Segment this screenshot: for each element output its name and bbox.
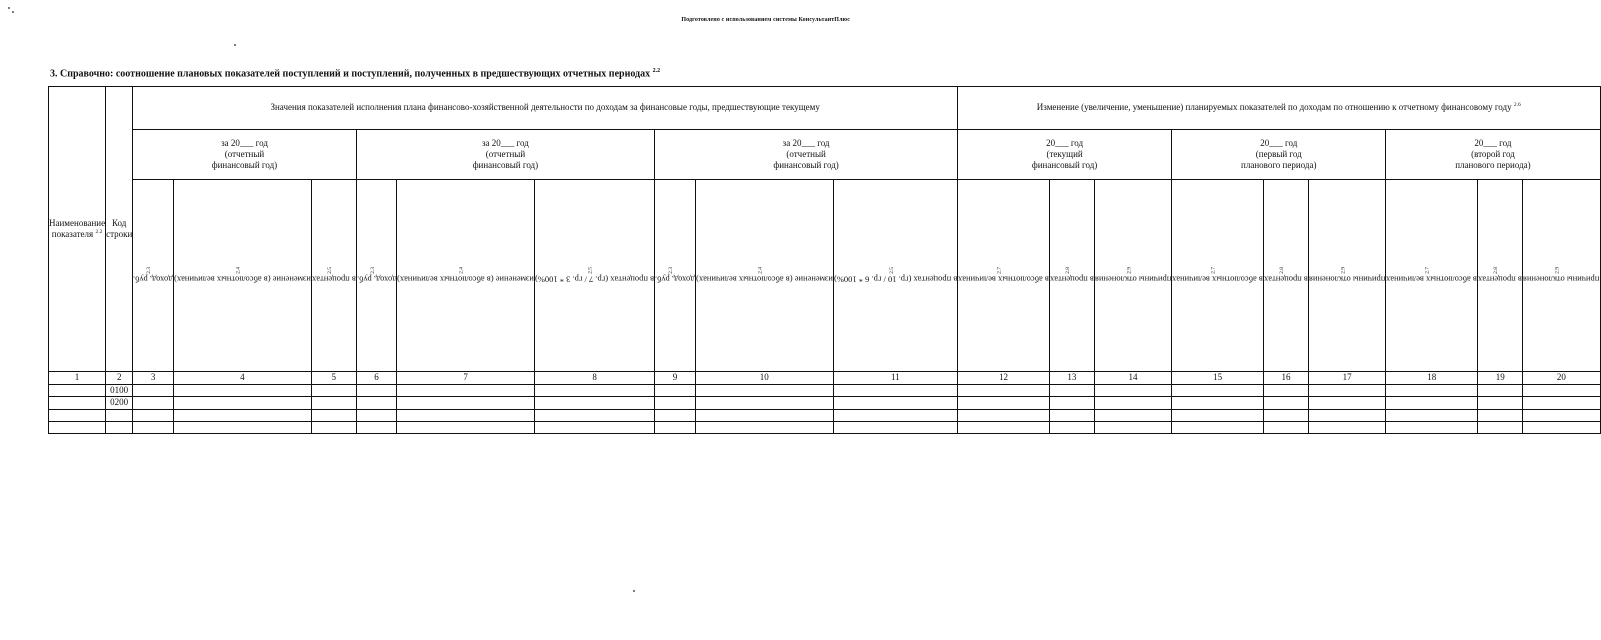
value-cell[interactable] — [1264, 421, 1309, 433]
value-cell[interactable] — [356, 409, 397, 421]
vertical-label — [834, 267, 957, 285]
sub-column-footnote: 2.8 — [1065, 266, 1072, 274]
column-number: 2 — [106, 372, 133, 385]
sub-column-footnote: 2.3 — [146, 266, 153, 274]
sub-column-footnote: 2.9 — [1340, 266, 1347, 274]
value-cell[interactable] — [397, 397, 535, 409]
value-cell[interactable] — [958, 409, 1050, 421]
value-cell[interactable] — [1386, 409, 1478, 421]
scan-speck — [633, 590, 635, 592]
sub-column-title: в процентах (гр. 10 / гр. 6 * 100%) — [833, 274, 957, 285]
value-cell[interactable] — [1049, 409, 1094, 421]
sub-column-header — [695, 180, 833, 372]
scan-speck — [8, 7, 10, 9]
value-cell[interactable] — [1478, 421, 1523, 433]
sub-column-title: доход, руб. — [655, 274, 695, 285]
period-header — [1386, 130, 1600, 180]
value-cell[interactable] — [535, 409, 655, 421]
value-cell[interactable] — [311, 397, 356, 409]
vertical-label-text — [133, 267, 173, 285]
value-cell[interactable] — [958, 421, 1050, 433]
line-code-cell[interactable]: 0200 — [106, 397, 133, 409]
value-cell[interactable] — [133, 409, 174, 421]
period-header — [356, 130, 655, 180]
value-cell[interactable] — [173, 397, 311, 409]
sub-column-title: изменение (в абсолютных величинах) — [397, 274, 535, 285]
sub-column-title: причины отклонения — [1308, 274, 1386, 285]
vertical-label — [1172, 267, 1263, 285]
column-number: 15 — [1172, 372, 1264, 385]
vertical-label — [1309, 267, 1385, 285]
vertical-label — [1478, 267, 1522, 285]
column-number: 11 — [833, 372, 957, 385]
prior-years-group-label: Значения показателей исполнения плана финансово-хозяйственной деятельности по доходам за финансовые годы, предшествующие текущему — [270, 102, 820, 113]
vertical-label — [1095, 267, 1171, 285]
sub-column-header — [133, 180, 174, 372]
column-number: 17 — [1308, 372, 1385, 385]
period-header-line: 20___ год — [1474, 137, 1512, 148]
period-header-line: финансовый год) — [211, 160, 278, 171]
period-header-line: за 20___ год — [221, 137, 268, 148]
period-header-line: за 20___ год — [782, 137, 830, 148]
value-cell[interactable] — [133, 397, 174, 409]
vertical-label — [696, 267, 833, 285]
sub-column-footnote: 2.8 — [1493, 266, 1500, 274]
sub-column-title: в абсолютных величинах — [1386, 274, 1478, 285]
value-cell[interactable] — [1172, 385, 1264, 397]
vertical-label — [312, 267, 356, 285]
sub-column-header — [397, 180, 535, 372]
sub-column-title: причины отклонения — [1523, 274, 1600, 285]
value-cell[interactable] — [1264, 409, 1309, 421]
column-number: 19 — [1478, 372, 1523, 385]
period-header — [655, 130, 958, 180]
value-cell[interactable] — [1523, 397, 1600, 409]
column-number: 6 — [356, 372, 397, 385]
period-header-line: (отчетный — [786, 148, 826, 159]
value-cell[interactable] — [1386, 385, 1478, 397]
vertical-label-text — [696, 267, 833, 285]
value-cell[interactable] — [1094, 409, 1171, 421]
column-number: 12 — [958, 372, 1050, 385]
vertical-label-text — [1264, 267, 1308, 285]
section-heading-footnote: 2.2 — [652, 68, 661, 74]
column-number: 14 — [1094, 372, 1171, 385]
line-code-header — [106, 87, 133, 372]
value-cell[interactable] — [833, 397, 957, 409]
sub-column-footnote: 2.9 — [1126, 266, 1133, 274]
value-cell[interactable] — [655, 409, 696, 421]
vertical-label-text — [655, 267, 695, 285]
sub-column-title: в абсолютных величинах — [1172, 274, 1264, 285]
sub-column-header — [1386, 180, 1478, 372]
vertical-label-text — [535, 267, 654, 285]
column-number: 20 — [1523, 372, 1600, 385]
vertical-label-text — [1523, 267, 1599, 285]
sub-column-header — [1264, 180, 1309, 372]
period-header — [1172, 130, 1386, 180]
vertical-label-text — [1172, 267, 1263, 285]
column-number: 10 — [695, 372, 833, 385]
sub-column-title: доход, руб. — [133, 274, 173, 285]
value-cell[interactable] — [695, 421, 833, 433]
vertical-label — [1264, 267, 1308, 285]
scan-speck — [234, 44, 236, 46]
value-cell[interactable] — [1172, 409, 1264, 421]
period-header-line: (отчетный — [224, 148, 265, 159]
value-cell[interactable] — [1308, 385, 1385, 397]
value-cell[interactable] — [1094, 421, 1171, 433]
sub-column-footnote: 2.4 — [458, 266, 465, 274]
sub-column-title: доход, руб. — [356, 274, 397, 285]
column-number: 1 — [49, 372, 106, 385]
value-cell[interactable] — [1094, 385, 1171, 397]
indicator-name-label: Наименование показателя — [49, 217, 106, 239]
sub-column-title: в процентах — [1264, 274, 1308, 285]
period-header-line: 20___ год — [1260, 137, 1298, 148]
sub-column-title: причины отклонения — [1094, 274, 1172, 285]
column-number: 4 — [173, 372, 311, 385]
vertical-label-text — [1095, 267, 1171, 285]
sub-column-header — [311, 180, 356, 372]
sub-column-footnote: 2.4 — [757, 266, 764, 274]
value-cell[interactable] — [356, 421, 397, 433]
vertical-label — [958, 267, 1049, 285]
value-cell[interactable] — [173, 421, 311, 433]
value-cell[interactable] — [133, 421, 174, 433]
vertical-label-text — [958, 267, 1049, 285]
value-cell[interactable] — [833, 385, 957, 397]
value-cell[interactable] — [695, 385, 833, 397]
value-cell[interactable] — [1264, 385, 1309, 397]
value-cell[interactable] — [1308, 421, 1385, 433]
value-cell[interactable] — [173, 385, 311, 397]
section-heading — [50, 68, 660, 79]
value-cell[interactable] — [133, 385, 174, 397]
value-cell[interactable] — [1308, 397, 1385, 409]
value-cell[interactable] — [1049, 385, 1094, 397]
period-header-line: планового периода) — [1455, 160, 1531, 171]
vertical-label — [397, 267, 534, 285]
sub-column-header — [1478, 180, 1523, 372]
period-header-line: (текущий — [1046, 148, 1083, 159]
value-cell[interactable] — [397, 409, 535, 421]
vertical-label-text — [312, 267, 356, 285]
sub-column-footnote: 2.7 — [1210, 266, 1217, 274]
line-code-cell[interactable] — [106, 421, 133, 433]
sub-column-footnote: 2.5 — [888, 266, 895, 274]
sub-column-header — [356, 180, 397, 372]
column-number: 13 — [1049, 372, 1094, 385]
sub-column-title: изменение (в абсолютных величинах) — [173, 274, 311, 285]
sub-column-footnote: 2.4 — [235, 266, 242, 274]
value-cell[interactable] — [695, 409, 833, 421]
column-number: 18 — [1386, 372, 1478, 385]
value-cell[interactable] — [397, 385, 535, 397]
indicator-name-cell[interactable] — [49, 421, 106, 433]
period-header-line: (отчетный — [485, 148, 526, 159]
vertical-label — [535, 267, 654, 285]
value-cell[interactable] — [535, 421, 655, 433]
scan-speck — [12, 11, 14, 13]
sub-column-header — [1049, 180, 1094, 372]
value-cell[interactable] — [356, 397, 397, 409]
value-cell[interactable] — [397, 421, 535, 433]
sub-column-footnote: 2.5 — [326, 266, 333, 274]
section-heading-text: 3. Справочно: соотношение плановых показателей поступлений и поступлений, полученных в предшествующих отчетных периодах — [50, 68, 651, 80]
sub-column-header — [655, 180, 696, 372]
vertical-label — [174, 267, 311, 285]
indicator-name-cell[interactable] — [49, 385, 106, 397]
indicator-name-cell[interactable] — [49, 397, 106, 409]
value-cell[interactable] — [958, 385, 1050, 397]
value-cell[interactable] — [1049, 421, 1094, 433]
sub-column-header — [1308, 180, 1385, 372]
planned-change-group-header — [958, 87, 1601, 130]
period-header-line: финансовый год) — [773, 160, 839, 171]
column-number: 8 — [535, 372, 655, 385]
sub-column-footnote: 2.5 — [587, 266, 594, 274]
value-cell[interactable] — [535, 385, 655, 397]
value-cell[interactable] — [1478, 385, 1523, 397]
sub-column-title: в процентах — [1049, 274, 1094, 285]
prior-years-group-header — [133, 87, 958, 130]
vertical-label-text — [1478, 267, 1522, 285]
vertical-label — [655, 267, 695, 285]
indicator-name-footnote: 2.2 — [95, 229, 103, 235]
sub-column-footnote: 2.8 — [1279, 266, 1286, 274]
value-cell[interactable] — [695, 397, 833, 409]
sub-column-header — [958, 180, 1050, 372]
value-cell[interactable] — [1478, 397, 1523, 409]
sub-column-title: в процентах — [1478, 274, 1523, 285]
value-cell[interactable] — [958, 397, 1050, 409]
vertical-label — [133, 267, 173, 285]
period-header-line: планового периода) — [1241, 160, 1317, 171]
period-header-line: финансовый год) — [1031, 160, 1098, 171]
column-number: 9 — [655, 372, 696, 385]
sub-column-header — [1094, 180, 1171, 372]
line-code-cell[interactable]: 0100 — [106, 385, 133, 397]
table-row — [49, 397, 1601, 409]
value-cell[interactable] — [655, 397, 696, 409]
column-number: 5 — [311, 372, 356, 385]
vertical-label — [1050, 267, 1094, 285]
value-cell[interactable] — [311, 421, 356, 433]
sub-column-footnote: 2.9 — [1554, 266, 1561, 274]
revenue-comparison-table — [48, 86, 1601, 434]
value-cell[interactable] — [655, 421, 696, 433]
sub-column-title: в процентах — [311, 274, 356, 285]
table-row — [49, 409, 1601, 421]
sub-column-header — [1172, 180, 1264, 372]
value-cell[interactable] — [1386, 421, 1478, 433]
indicator-name-cell[interactable] — [49, 409, 106, 421]
value-cell[interactable] — [833, 421, 957, 433]
planned-change-group-footnote: 2.6 — [1513, 102, 1521, 109]
sub-column-footnote: 2.7 — [1424, 266, 1431, 274]
column-number: 16 — [1264, 372, 1309, 385]
vertical-label-text — [174, 267, 311, 285]
value-cell[interactable] — [1094, 397, 1171, 409]
value-cell[interactable] — [173, 409, 311, 421]
planned-change-group-label: Изменение (увеличение, уменьшение) планируемых показателей по доходам по отношению к отчетному финансовому году — [1036, 102, 1512, 113]
sub-column-header — [833, 180, 957, 372]
value-cell[interactable] — [356, 385, 397, 397]
value-cell[interactable] — [1523, 409, 1600, 421]
period-header — [958, 130, 1172, 180]
sub-column-header — [173, 180, 311, 372]
sub-column-title: в абсолютных величинах — [958, 274, 1049, 285]
sub-column-header — [535, 180, 655, 372]
value-cell[interactable] — [311, 409, 356, 421]
column-number: 3 — [133, 372, 174, 385]
consultant-note: Подготовлено с использованием системы КонсультантПлюс — [681, 17, 850, 23]
value-cell[interactable] — [535, 397, 655, 409]
sub-column-header — [1523, 180, 1600, 372]
period-header-line: 20___ год — [1046, 137, 1084, 148]
vertical-label-text — [834, 267, 957, 285]
value-cell[interactable] — [655, 385, 696, 397]
vertical-label — [1523, 267, 1599, 285]
value-cell[interactable] — [1172, 397, 1264, 409]
indicator-name-header — [49, 87, 106, 372]
vertical-label-text — [357, 267, 397, 285]
sub-column-footnote: 2.3 — [668, 266, 675, 274]
value-cell[interactable] — [833, 409, 957, 421]
sub-column-footnote: 2.3 — [369, 266, 376, 274]
line-code-label: Код строки — [106, 217, 133, 239]
column-number: 7 — [397, 372, 535, 385]
value-cell[interactable] — [1386, 397, 1478, 409]
vertical-label-text — [1386, 267, 1477, 285]
value-cell[interactable] — [311, 385, 356, 397]
vertical-label — [357, 267, 397, 285]
value-cell[interactable] — [1308, 409, 1385, 421]
value-cell[interactable] — [1049, 397, 1094, 409]
vertical-label-text — [1309, 267, 1385, 285]
vertical-label — [1386, 267, 1477, 285]
period-header-line: за 20___ год — [482, 137, 529, 148]
line-code-cell[interactable] — [106, 409, 133, 421]
sub-column-footnote: 2.7 — [996, 266, 1003, 274]
value-cell[interactable] — [1172, 421, 1264, 433]
vertical-label-text — [397, 267, 534, 285]
value-cell[interactable] — [1523, 385, 1600, 397]
sub-column-title: изменение (в абсолютных величинах) — [695, 274, 833, 285]
value-cell[interactable] — [1523, 421, 1600, 433]
table-row — [49, 421, 1601, 433]
value-cell[interactable] — [1264, 397, 1309, 409]
period-header-line: финансовый год) — [472, 160, 539, 171]
sub-column-title: в процентах (гр. 7 / гр. 3 * 100%) — [535, 274, 655, 285]
period-header-line: (второй год — [1471, 148, 1515, 159]
period-header-line: (первый год — [1255, 148, 1302, 159]
table-row — [49, 385, 1601, 397]
period-header — [133, 130, 356, 180]
vertical-label-text — [1050, 267, 1094, 285]
value-cell[interactable] — [1478, 409, 1523, 421]
